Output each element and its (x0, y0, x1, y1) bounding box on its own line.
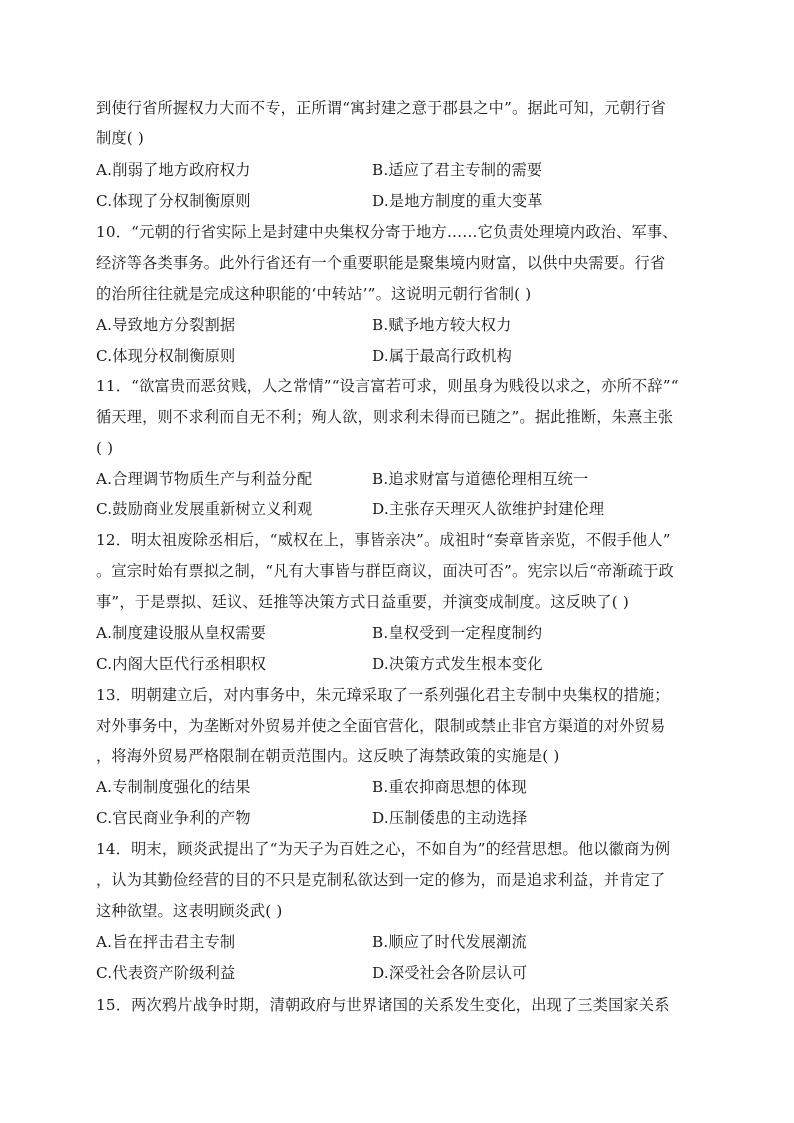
question-12-option-d: D.决策方式发生根本变化 (372, 655, 543, 673)
question-12-stem-line-2: 。宣宗时始有票拟之制，“凡有大事皆与群臣商议，面决可否”。宪宗以后“帝渐疏于政 (96, 562, 674, 580)
question-11-stem-line-2: 循天理，则不求利而自无不利；殉人欲，则求利未得而已随之”。据此推断，朱熹主张 (96, 408, 674, 426)
question-11-option-a: A.合理调节物质生产与利益分配 (96, 470, 313, 488)
question-13-stem-line-3: ，将海外贸易严格限制在朝贡范围内。这反映了海禁政策的实施是( ) (96, 747, 560, 765)
question-10-option-d: D.属于最高行政机构 (372, 347, 512, 365)
question-10-stem-line-2: 经济等各类事务。此外行省还有一个重要职能是聚集境内财富，以供中央需要。行省 (96, 254, 666, 272)
question-9-option-d: D.是地方制度的重大变革 (372, 192, 543, 210)
question-15-stem-line-1: 15．两次鸦片战争时期，清朝政府与世界诸国的关系发生变化，出现了三类国家关系 (96, 996, 670, 1014)
question-9-stem-line-2: 制度( ) (96, 129, 145, 147)
question-12-option-a: A.制度建设服从皇权需要 (96, 624, 267, 642)
question-9-option-c: C.体现了分权制衡原则 (96, 192, 251, 210)
question-14-stem-line-3: 这种欲望。这表明顾炎武( ) (96, 902, 283, 920)
question-13-option-c: C.官民商业争利的产物 (96, 809, 251, 827)
question-11-stem-line-1: 11．“欲富贵而恶贫贱，人之常情”“设言富若可求，则虽身为贱役以求之，亦所不辞”“ (96, 377, 679, 395)
question-10-option-b: B.赋予地方较大权力 (372, 316, 512, 334)
question-13-option-a: A.专制制度强化的结果 (96, 778, 251, 796)
question-14-stem-line-2: ，认为其勤俭经营的目的不只是克制私欲达到一定的修为，而是追求利益，并肯定了 (96, 871, 666, 889)
question-10-stem-line-1: 10．“元朝的行省实际上是封建中央集权分寄于地方……它负责处理境内政治、军事、 (96, 223, 678, 241)
question-12-option-c: C.内阁大臣代行丞相职权 (96, 655, 267, 673)
question-10-option-a: A.导致地方分裂割据 (96, 316, 236, 334)
question-12-stem-line-1: 12．明太祖废除丞相后，“威权在上，事皆亲决”。成祖时“奏章皆亲览，不假手他人” (96, 531, 671, 549)
question-13-stem-line-2: 对外事务中，为垄断对外贸易并使之全面官营化，限制或禁止非官方渠道的对外贸易 (96, 717, 666, 735)
question-11-option-d: D.主张存天理灭人欲维护封建伦理 (372, 500, 605, 518)
question-9-stem-line-1: 到使行省所握权力大而不专，正所谓“寓封建之意于郡县之中”。据此可知，元朝行省 (96, 99, 666, 117)
question-13-option-b: B.重农抑商思想的体现 (372, 778, 527, 796)
question-14-option-c: C.代表资产阶级利益 (96, 964, 236, 982)
question-14-option-b: B.顺应了时代发展潮流 (372, 933, 527, 951)
question-12-option-b: B.皇权受到一定程度制约 (372, 624, 543, 642)
question-14-option-a: A.旨在抨击君主专制 (96, 933, 236, 951)
question-14-stem-line-1: 14．明末，顾炎武提出了“为天子为百姓之心，不如自为”的经营思想。他以徽商为例 (96, 840, 671, 858)
question-13-option-d: D.压制倭患的主动选择 (372, 809, 528, 827)
question-14-option-d: D.深受社会各阶层认可 (372, 964, 528, 982)
question-11-stem-line-3: ( ) (96, 439, 114, 457)
question-10-option-c: C.体现分权制衡原则 (96, 347, 236, 365)
question-13-stem-line-1: 13．明朝建立后，对内事务中，朱元璋采取了一系列强化君主专制中央集权的措施； (96, 686, 670, 704)
question-12-stem-line-3: 事”，于是票拟、廷议、廷推等决策方式日益重要，并演变成制度。这反映了( ) (96, 593, 630, 611)
question-11-option-c: C.鼓励商业发展重新树立义利观 (96, 500, 313, 518)
question-10-stem-line-3: 的治所往往就是完成这种职能的‘中转站’”。这说明元朝行省制( ) (96, 285, 532, 303)
question-11-option-b: B.追求财富与道德伦理相互统一 (372, 470, 589, 488)
question-9-option-b: B.适应了君主专制的需要 (372, 161, 543, 179)
question-9-option-a: A.削弱了地方政府权力 (96, 161, 251, 179)
